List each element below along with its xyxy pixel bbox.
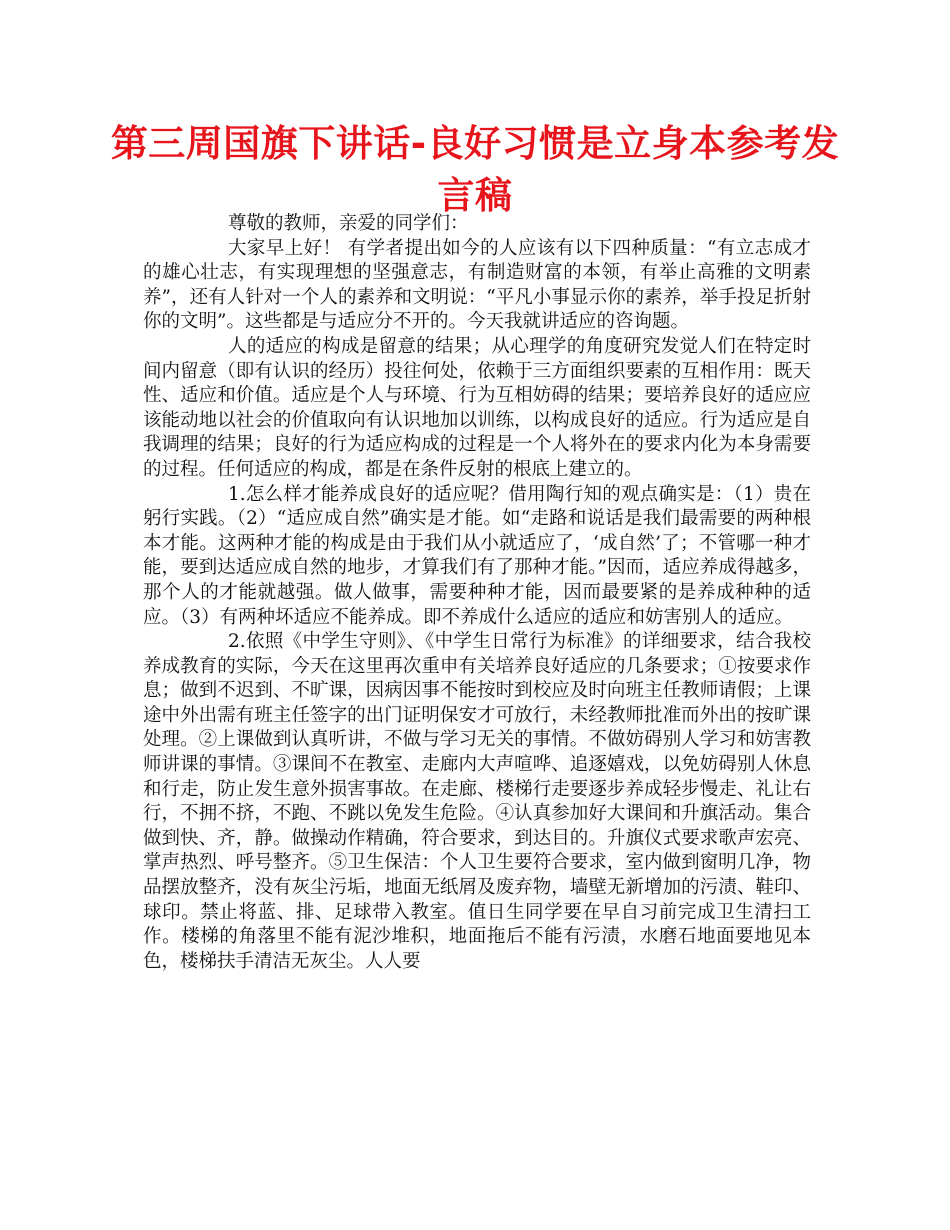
document-body	[143, 212, 811, 974]
opening-paragraph: 大家早上好！ 有学者提出如今的人应该有以下四种质量：“有立志成才的雄心壮志，有实现理想的坚强意志，有制造财富的本领，有举止高雅的文明素养”，还有人针对一个人的素养和文明说：“平凡小事显示你的素养，举手投足折射你的文明”。这些都是与适应分不开的。今天我就讲适应的咨询题。	[143, 237, 811, 333]
greeting-paragraph: 尊敬的教师，亲爱的同学们：	[228, 213, 469, 234]
school-requirements-paragraph: 2.依照《中学生守则》、《中学生日常行为标准》的详细要求，结合我校养成教育的实际，今天在这里再次重申有关培养良好适应的几条要求；①按要求作息；做到不迟到、不旷课，因病因事不能按时到校应及时向班主任教师请假；上课途中外出需有班主任签字的出门证明保安才可放行，未经教师批准而外出的按旷课处理。②上课做到认真听讲，不做与学习无关的事情。不做妨碍别人学习和妨害教师讲课的事情。③课间不在教室、走廊内大声喧哗、追逐嬉戏，以免妨碍别人休息和行走，防止发生意外损害事故。在走廊、楼梯行走要逐步养成轻步慢走、礼让右行，不拥不挤，不跑、不跳以免发生危险。④认真参加好大课间和升旗活动。集合做到快、齐，静。做操动作精确，符合要求，到达目的。升旗仪式要求歌声宏亮、掌声热烈、呼号整齐。⑤卫生保洁：个人卫生要符合要求，室内做到窗明几净，物品摆放整齐，没有灰尘污垢，地面无纸屑及废弃物，墙壁无新增加的污渍、鞋印、球印。禁止将蓝、排、足球带入教室。值日生同学要在早自习前完成卫生清扫工作。楼梯的角落里不能有泥沙堆积，地面拖后不能有污渍，水磨石地面要地见本色，楼梯扶手清洁无灰尘。人人要	[143, 631, 811, 972]
habit-formation-paragraph: 人的适应的构成是留意的结果；从心理学的角度研究发觉人们在特定时间内留意（即有认识的经历）投往何处，依赖于三方面组织要素的互相作用：既天性、适应和价值。适应是个人与环境、行为互相妨碍的结果；要培养良好的适应应该能动地以社会的价值取向有认识地加以训练，以构成良好的适应。行为适应是自我调理的结果；良好的行为适应构成的过程是一个人将外在的要求内化为本身需要的过程。任何适应的构成，都是在条件反射的根底上建立的。	[143, 335, 811, 480]
how-to-form-habits-paragraph: 1.怎么样才能养成良好的适应呢？借用陶行知的观点确实是：（1）贵在躬行实践。（2）“适应成自然”确实是才能。如“走路和说话是我们最需要的两种根本才能。这两种才能的构成是由于我们从小就适应了，‘成自然’了；不管哪一种才能，要到达适应成自然的地步，才算我们有了那种才能。”因而，适应养成得越多，那个人的才能就越强。做人做事，需要种种才能，因而最要紧的是养成种种的适应。（3）有两种坏适应不能养成。即不养成什么适应的适应和妨害别人的适应。	[143, 483, 811, 628]
page-title: 第三周国旗下讲话-良好习惯是立身本参考发言稿	[110, 122, 840, 217]
